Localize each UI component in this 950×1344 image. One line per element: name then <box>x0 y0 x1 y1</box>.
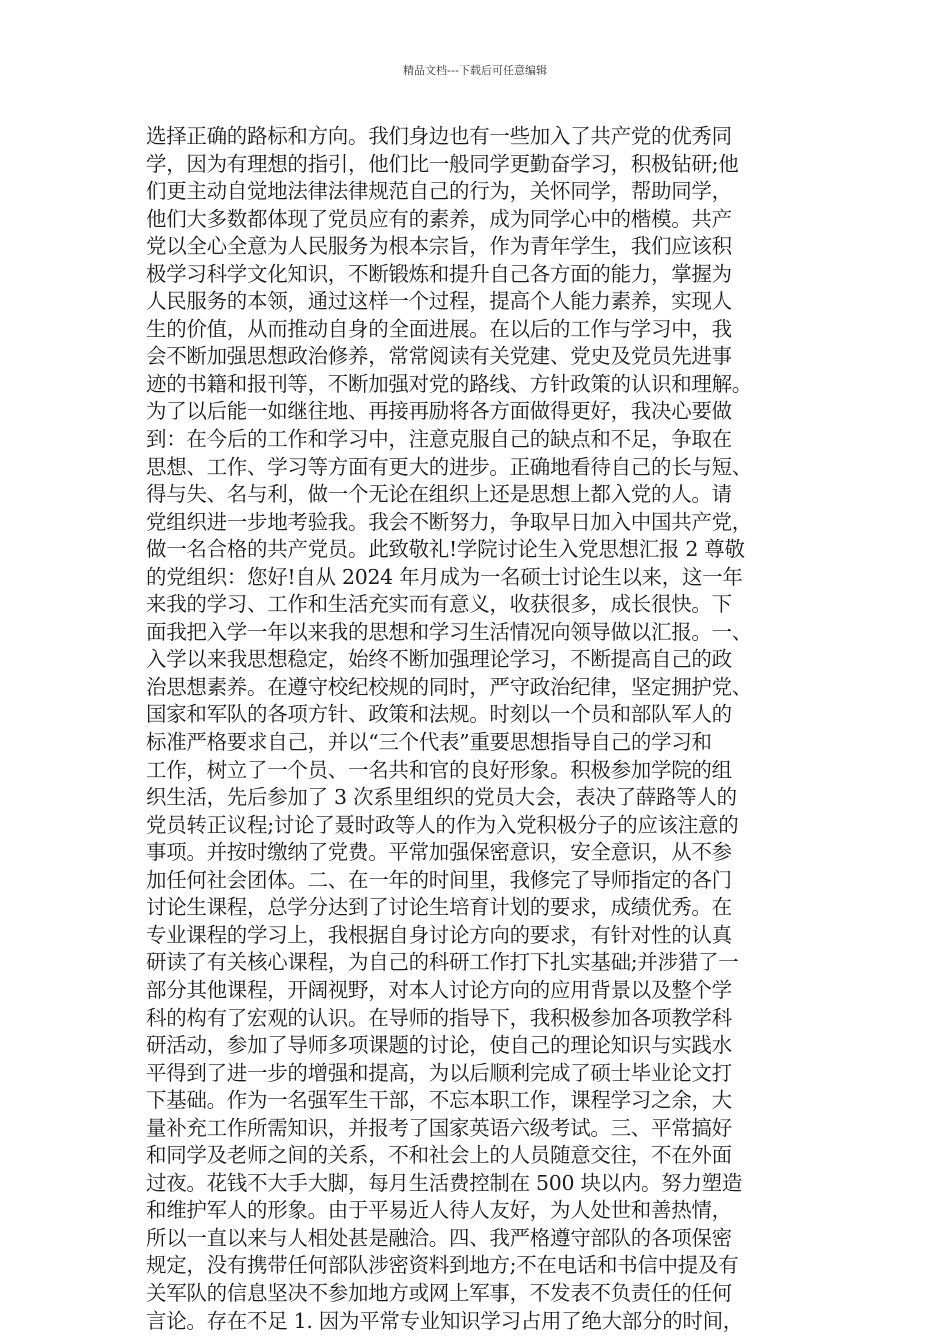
document-body <box>146 123 810 1335</box>
text-line: 研读了有关核心课程，为自己的科研工作打下扎实基础;并涉猎了一 <box>146 950 739 975</box>
text-line: 过夜。花钱不大手大脚，每月生活费控制在 500 块以内。努力塑造 <box>146 1170 743 1195</box>
text-line: 加任何社会团体。二、在一年的时间里，我修完了导师指定的各门 <box>146 867 732 892</box>
text-line: 讨论生课程，总学分达到了讨论生培育计划的要求，成绩优秀。在 <box>146 895 732 920</box>
text-line: 专业课程的学习上，我根据自身讨论方向的要求，有针对性的认真 <box>146 922 732 947</box>
text-line: 他们大多数都体现了党员应有的素养，成为同学心中的楷模。共产 <box>146 206 732 231</box>
text-line: 生的价值，从而推动自身的全面进展。在以后的工作与学习中，我 <box>146 316 732 341</box>
text-line: 党组织进一步地考验我。我会不断努力，争取早日加入中国共产党， <box>146 509 752 534</box>
text-line: 做一名合格的共产党员。此致敬礼!学院讨论生入党思想汇报 2 尊敬 <box>146 537 745 562</box>
text-line: 研活动，参加了导师多项课题的讨论，使自己的理论知识与实践水 <box>146 1033 732 1058</box>
text-line: 的党组织：您好!自从 2024 年月成为一名硕士讨论生以来，这一年 <box>146 564 743 589</box>
text-line: 量补充工作所需知识，并报考了国家英语六级考试。三、平常搞好 <box>146 1115 732 1140</box>
text-line: 标准严格要求自己，并以“三个代表”重要思想指导自己的学习和 <box>146 730 712 755</box>
text-line: 工作，树立了一个员、一名共和官的良好形象。积极参加学院的组 <box>146 757 732 782</box>
text-line: 治思想素养。在遵守校纪校规的同时，严守政治纪律，坚定拥护党、 <box>146 674 752 699</box>
text-line: 到：在今后的工作和学习中，注意克服自己的缺点和不足，争取在 <box>146 427 732 452</box>
text-line: 极学习科学文化知识，不断锻炼和提升自己各方面的能力，掌握为 <box>146 261 732 286</box>
text-line: 和维护军人的形象。由于平易近人待人友好，为人处世和善热情， <box>146 1198 732 1223</box>
text-line: 部分其他课程，开阔视野，对本人讨论方向的应用背景以及整个学 <box>146 977 732 1002</box>
text-line: 为了以后能一如继往地、再接再励将各方面做得更好，我决心要做 <box>146 399 732 424</box>
text-line: 入学以来我思想稳定，始终不断加强理论学习，不断提高自己的政 <box>146 647 732 672</box>
text-line: 思想、工作、学习等方面有更大的进步。正确地看待自己的长与短、 <box>146 454 752 479</box>
text-line: 所以一直以来与人相处甚是融洽。四、我严格遵守部队的各项保密 <box>146 1225 732 1250</box>
text-line: 党员转正议程;讨论了聂时政等人的作为入党积极分子的应该注意的 <box>146 812 739 837</box>
text-line: 党以全心全意为人民服务为根本宗旨，作为青年学生，我们应该积 <box>146 234 732 259</box>
page-header: 精品文档---下载后可任意编辑 <box>403 64 547 77</box>
text-line: 织生活，先后参加了 3 次系里组织的党员大会，表决了薛路等人的 <box>146 785 737 810</box>
text-line: 会不断加强思想政治修养，常常阅读有关党建、党史及党员先进事 <box>146 344 732 369</box>
text-line: 下基础。作为一名强军生干部，不忘本职工作，课程学习之余，大 <box>146 1088 732 1113</box>
text-line: 面我把入学一年以来我的思想和学习生活情况向领导做以汇报。一、 <box>146 619 752 644</box>
text-line: 学，因为有理想的指引，他们比一般同学更勤奋学习，积极钻研;他 <box>146 151 739 176</box>
text-line: 事项。并按时缴纳了党费。平常加强保密意识，安全意识，从不参 <box>146 840 732 865</box>
text-line: 选择正确的路标和方向。我们身边也有一些加入了共产党的优秀同 <box>146 124 732 148</box>
text-line: 规定，没有携带任何部队涉密资料到地方;不在电话和书信中提及有 <box>146 1253 739 1278</box>
text-line: 人民服务的本领，通过这样一个过程，提高个人能力素养，实现人 <box>146 289 732 314</box>
text-line: 平得到了进一步的增强和提高，为以后顺利完成了硕士毕业论文打 <box>146 1060 732 1085</box>
text-line: 得与失、名与利，做一个无论在组织上还是思想上都入党的人。请 <box>146 482 732 507</box>
text-line: 国家和军队的各项方针、政策和法规。时刻以一个员和部队军人的 <box>146 702 732 727</box>
text-line: 们更主动自觉地法律法律规范自己的行为，关怀同学，帮助同学， <box>146 179 732 204</box>
text-line: 迹的书籍和报刊等，不断加强对党的路线、方针政策的认识和理解。 <box>146 371 752 396</box>
text-line: 科的构有了宏观的认识。在导师的指导下，我积极参加各项教学科 <box>146 1005 732 1030</box>
text-line: 和同学及老师之间的关系，不和社会上的人员随意交往，不在外面 <box>146 1143 732 1168</box>
text-line: 来我的学习、工作和生活充实而有意义，收获很多，成长很快。下 <box>146 592 732 617</box>
text-line: 关军队的信息坚决不参加地方或网上军事，不发表不负责任的任何 <box>146 1280 732 1305</box>
text-line: 言论。存在不足 1. 因为平常专业知识学习占用了绝大部分的时间， <box>146 1308 743 1333</box>
